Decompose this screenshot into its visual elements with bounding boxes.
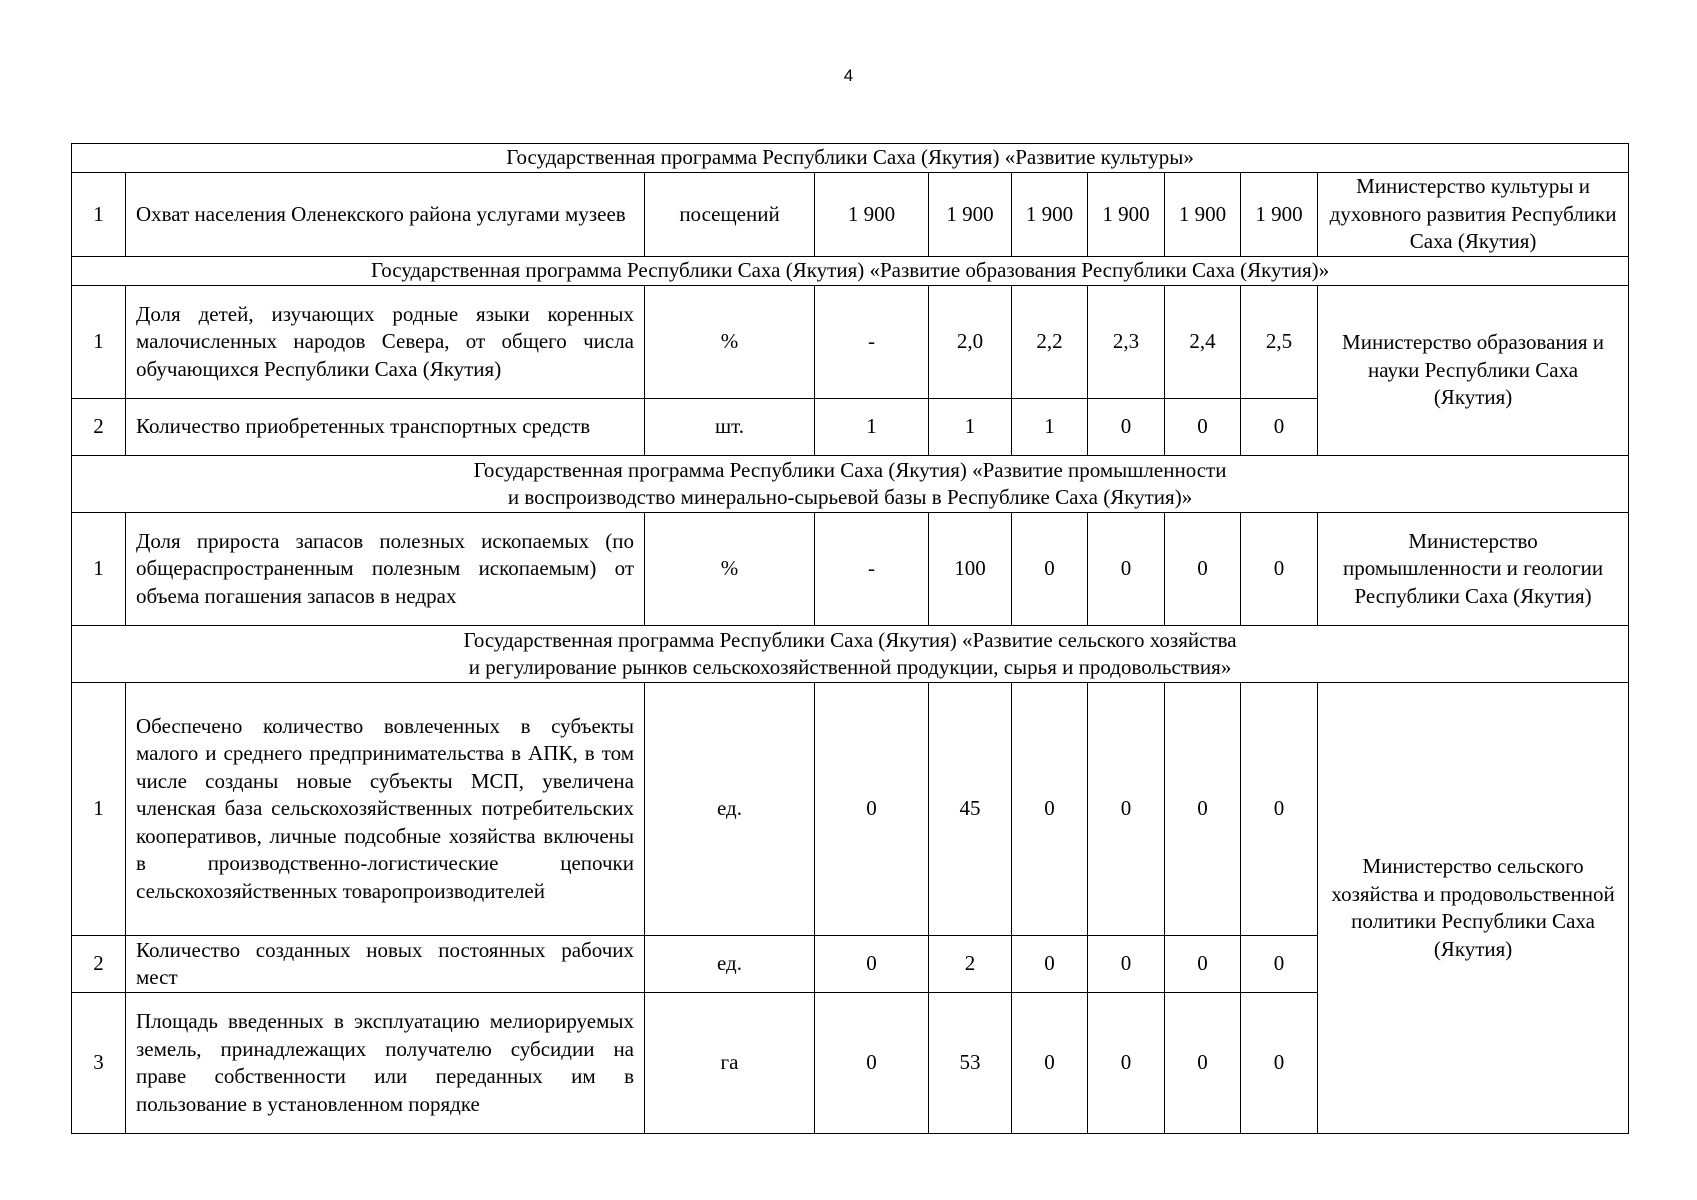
indicator-name: Доля прироста запасов полезных ископаемых (по общераспространенным полезным ископаемым) от объема погашения запасов в недрах [126, 513, 645, 626]
value-cell: 0 [1088, 683, 1165, 936]
unit-cell: шт. [645, 399, 815, 456]
table-row [72, 286, 1629, 399]
value-cell: 0 [1165, 936, 1241, 993]
section-title [72, 456, 1629, 513]
indicator-name: Обеспечено количество вовлеченных в субъекты малого и среднего предпринимательства в АПК, в том числе созданы новые субъекты МСП, увеличена членская база сельскохозяйственных потребительских кооперативов, личные подсобные хозяйства включены в производственно-логистические цепочки сельскохозяйственных товаропроизводителей [126, 683, 645, 936]
indicator-name: Количество созданных новых постоянных рабочих мест [126, 936, 645, 993]
indicator-name: Количество приобретенных транспортных средств [126, 399, 645, 456]
value-cell: 0 [1165, 993, 1241, 1134]
row-number: 2 [72, 936, 126, 993]
ministry-cell: Министерство сельского хозяйства и продовольственной политики Республики Саха (Якутия) [1318, 683, 1629, 1134]
row-number: 3 [72, 993, 126, 1134]
unit-cell: посещений [645, 173, 815, 257]
section-header-row [72, 144, 1629, 173]
section-header-row [72, 257, 1629, 286]
value-cell: 0 [1012, 513, 1088, 626]
value-cell: 0 [1012, 993, 1088, 1134]
value-cell: 0 [1088, 936, 1165, 993]
section-title-line: Государственная программа Республики Саха (Якутия) «Развитие промышленности [473, 457, 1227, 482]
section-title-line: и регулирование рынков сельскохозяйственной продукции, сырья и продовольствия» [468, 655, 1232, 679]
section-title [72, 626, 1629, 683]
ministry-cell: Министерство культуры и духовного развития Республики Саха (Якутия) [1318, 173, 1629, 257]
ministry-cell: Министерство промышленности и геологии Республики Саха (Якутия) [1318, 513, 1629, 626]
indicator-name: Площадь введенных в эксплуатацию мелиорируемых земель, принадлежащих получателю субсидии на праве собственности или переданных им в пользование в установленном порядке [126, 993, 645, 1134]
page-number: 4 [843, 66, 854, 85]
value-cell: 53 [929, 993, 1012, 1134]
indicator-name: Доля детей, изучающих родные языки коренных малочисленных народов Севера, от общего числа обучающихся Республики Саха (Якутия) [126, 286, 645, 399]
value-cell: 1 900 [1012, 173, 1088, 257]
value-cell: 1 900 [929, 173, 1012, 257]
value-cell: 0 [1241, 399, 1318, 456]
value-cell: 0 [1241, 513, 1318, 626]
value-cell: 0 [1165, 399, 1241, 456]
value-cell: 0 [1241, 993, 1318, 1134]
value-cell: 1 900 [1241, 173, 1318, 257]
value-cell: 2,3 [1088, 286, 1165, 399]
value-cell: 0 [1088, 513, 1165, 626]
value-cell: 1 [815, 399, 929, 456]
value-cell: 1 900 [1088, 173, 1165, 257]
row-number: 2 [72, 399, 126, 456]
row-number: 1 [72, 513, 126, 626]
value-cell: 0 [1088, 399, 1165, 456]
unit-cell: ед. [645, 936, 815, 993]
section-title: Государственная программа Республики Саха (Якутия) «Развитие образования Республики Саха (Якутия)» [72, 257, 1629, 286]
value-cell: 1 900 [1165, 173, 1241, 257]
value-cell: 100 [929, 513, 1012, 626]
value-cell: 2,2 [1012, 286, 1088, 399]
unit-cell: % [645, 286, 815, 399]
value-cell: - [815, 513, 929, 626]
table-row [72, 173, 1629, 257]
unit-cell: га [645, 993, 815, 1134]
unit-cell: ед. [645, 683, 815, 936]
value-cell: 2,4 [1165, 286, 1241, 399]
section-title: Государственная программа Республики Саха (Якутия) «Развитие культуры» [72, 144, 1629, 173]
indicator-name: Охват населения Оленекского района услугами музеев [126, 173, 645, 257]
value-cell: 1 [929, 399, 1012, 456]
value-cell: 2 [929, 936, 1012, 993]
value-cell: 2,0 [929, 286, 1012, 399]
indicators-table [71, 143, 1629, 1134]
value-cell: 0 [815, 993, 929, 1134]
value-cell: 0 [815, 683, 929, 936]
row-number: 1 [72, 286, 126, 399]
ministry-cell: Министерство образования и науки Республики Саха (Якутия) [1318, 286, 1629, 456]
value-cell: 0 [1165, 513, 1241, 626]
value-cell: 0 [1012, 683, 1088, 936]
value-cell: 0 [1165, 683, 1241, 936]
value-cell: 2,5 [1241, 286, 1318, 399]
table-row [72, 513, 1629, 626]
value-cell: - [815, 286, 929, 399]
value-cell: 1 900 [815, 173, 929, 257]
value-cell: 0 [1012, 936, 1088, 993]
section-title-line: Государственная программа Республики Саха (Якутия) «Развитие сельского хозяйства [463, 627, 1237, 652]
section-header-row [72, 626, 1629, 683]
value-cell: 0 [1088, 993, 1165, 1134]
value-cell: 0 [815, 936, 929, 993]
value-cell: 0 [1241, 683, 1318, 936]
unit-cell: % [645, 513, 815, 626]
value-cell: 45 [929, 683, 1012, 936]
section-header-row [72, 456, 1629, 513]
table-row [72, 683, 1629, 936]
section-title-line: и воспроизводство минерально-сырьевой базы в Республике Саха (Якутия)» [507, 485, 1193, 509]
row-number: 1 [72, 683, 126, 936]
value-cell: 0 [1241, 936, 1318, 993]
value-cell: 1 [1012, 399, 1088, 456]
row-number: 1 [72, 173, 126, 257]
